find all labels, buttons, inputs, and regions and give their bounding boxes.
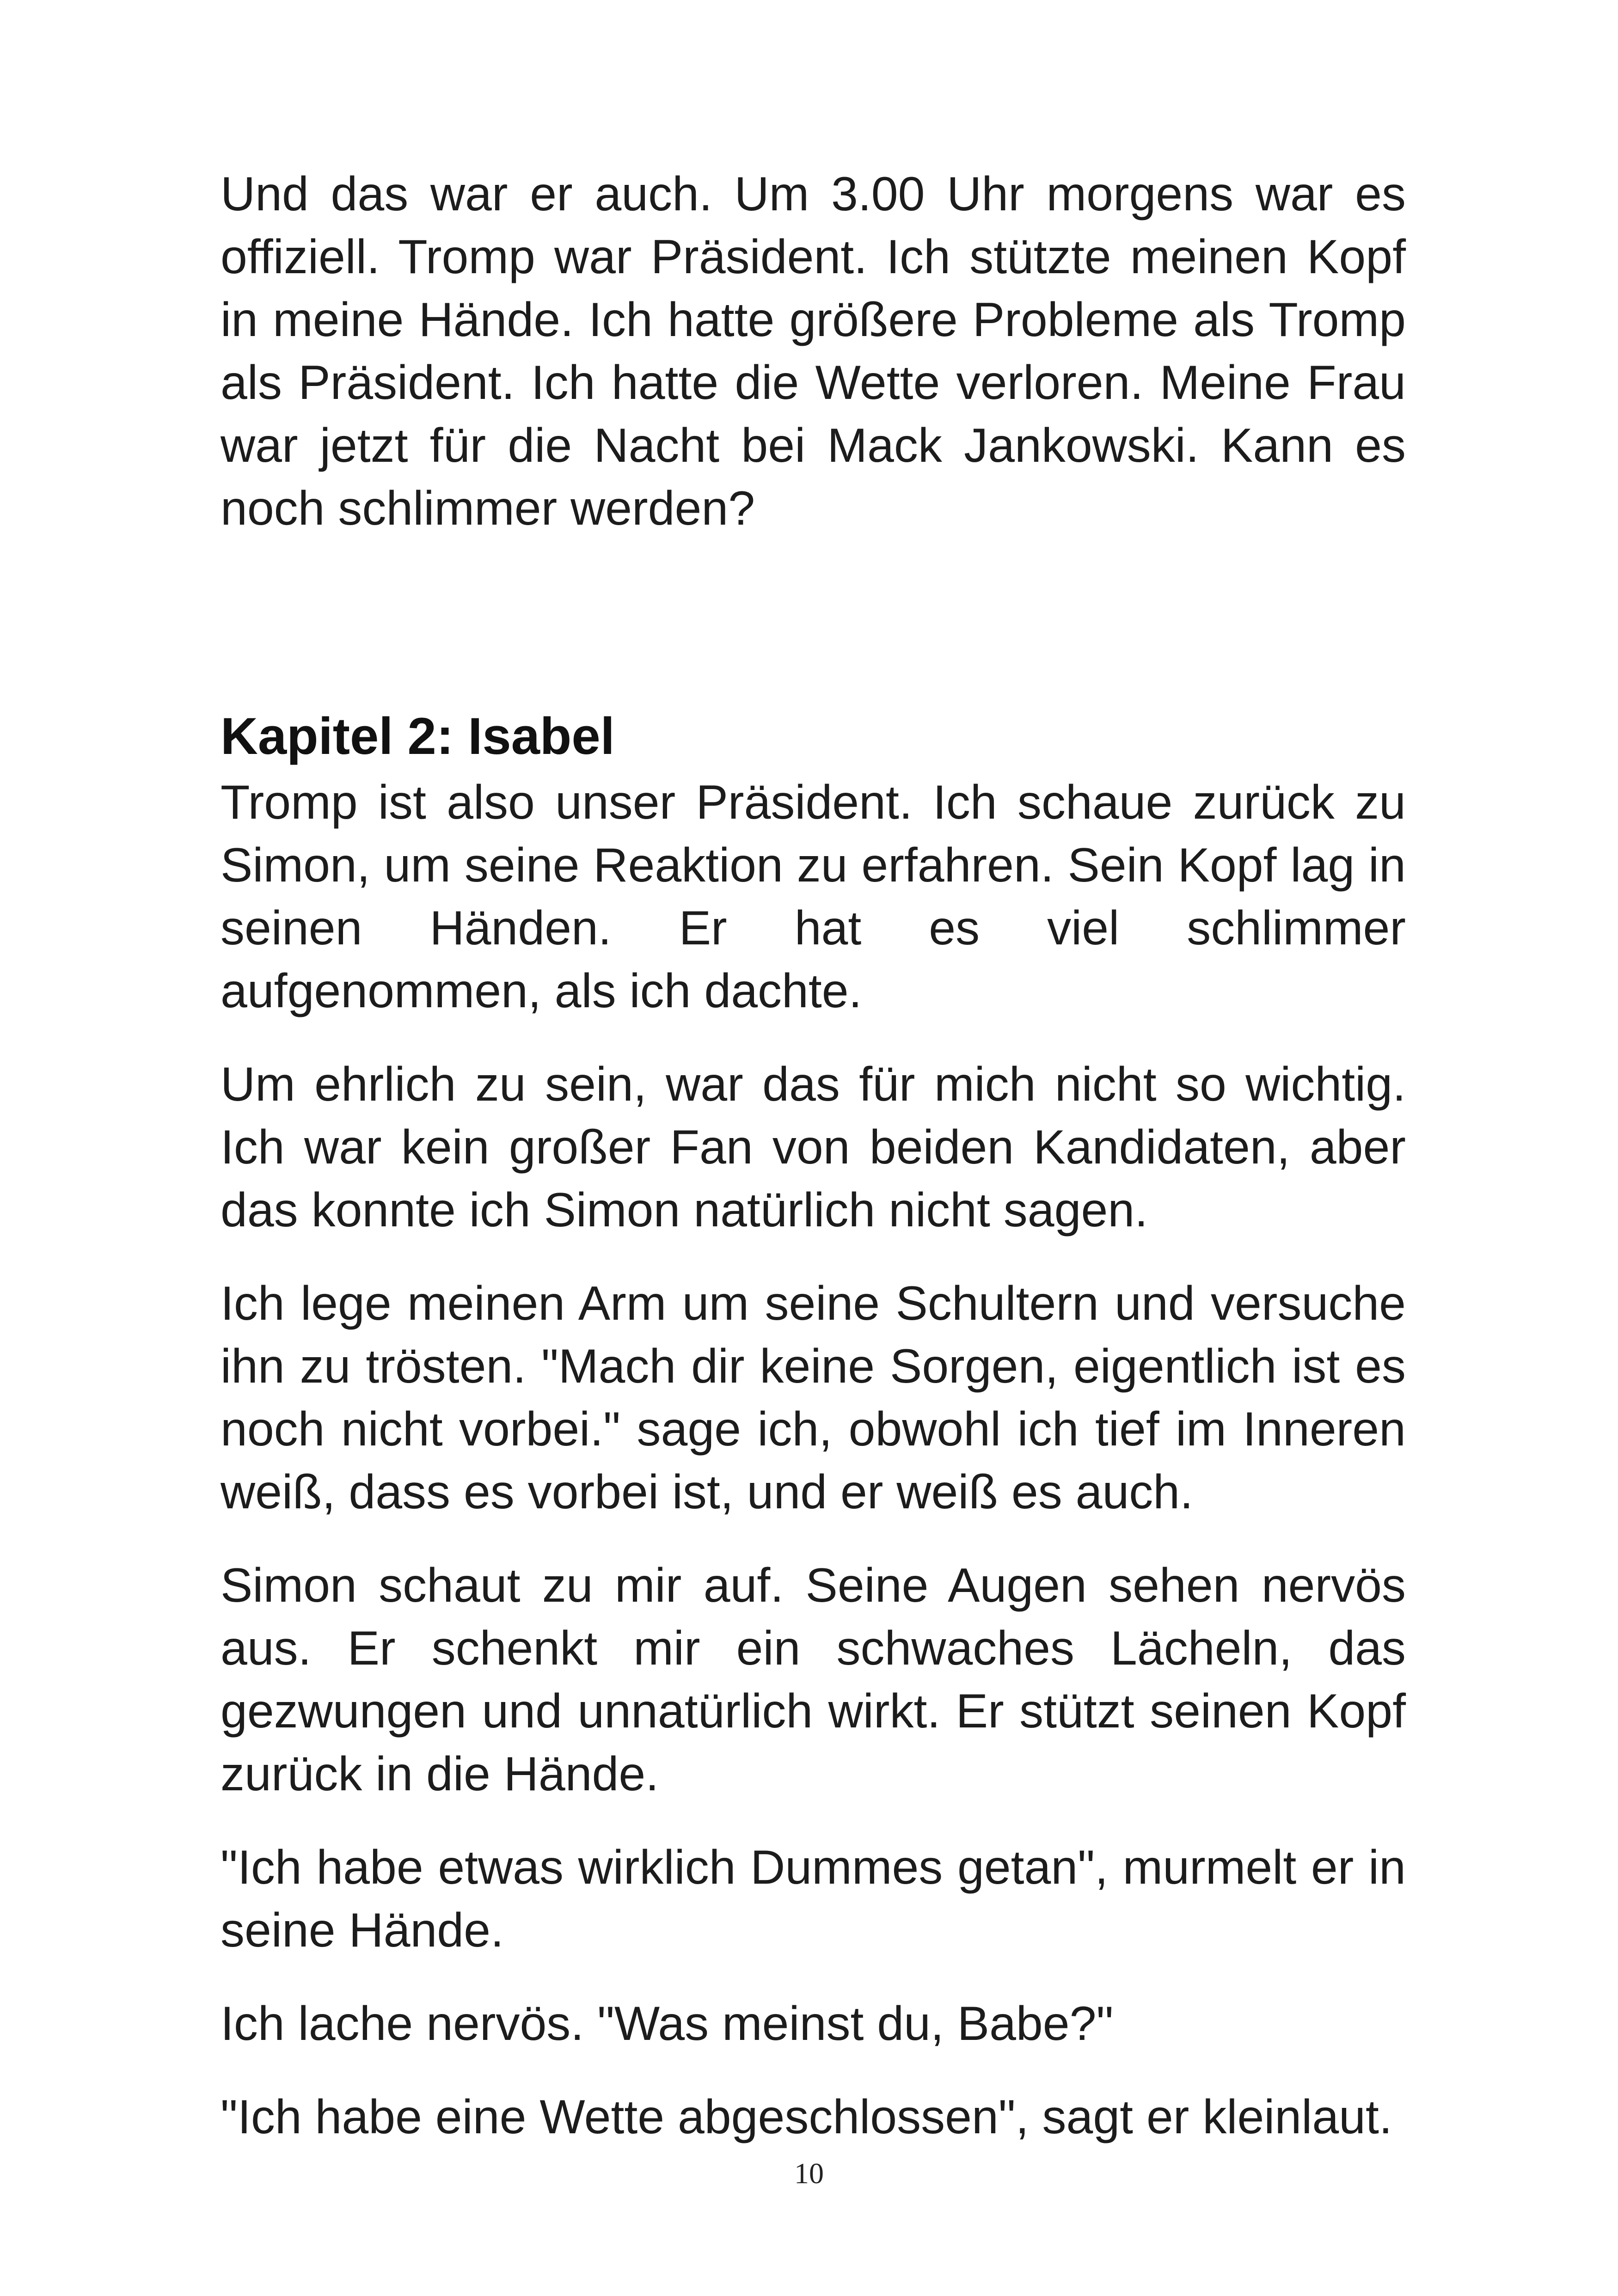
chapter-heading: Kapitel 2: Isabel xyxy=(221,707,615,765)
chapter-paragraph-1: Tromp ist also unser Präsident. Ich schaue zurück zu Simon, um seine Reaktion zu erfahren. Sein Kopf lag in seinen Händen. Er hat es viel schlimmer aufgenommen, als ich dachte. xyxy=(221,776,1406,1018)
page-number: 10 xyxy=(794,2157,824,2190)
chapter-paragraph-2: Um ehrlich zu sein, war das für mich nicht so wichtig. Ich war kein großer Fan von beiden Kandidaten, aber das konnte ich Simon natürlich nicht sagen. xyxy=(221,1058,1406,1237)
text-column xyxy=(221,163,1406,2149)
chapter-paragraph-4: Simon schaut zu mir auf. Seine Augen sehen nervös aus. Er schenkt mir ein schwaches Lächeln, das gezwungen und unnatürlich wirkt. Er stützt seinen Kopf zurück in die Hände. xyxy=(221,1559,1406,1801)
chapter-paragraph-3: Ich lege meinen Arm um seine Schultern und versuche ihn zu trösten. "Mach dir keine Sorgen, eigentlich ist es noch nicht vorbei." sage ich, obwohl ich tief im Inneren weiß, dass es vorbei ist, und er weiß es auch. xyxy=(221,1277,1406,1519)
chapter-paragraph-7: "Ich habe eine Wette abgeschlossen", sagt er kleinlaut. xyxy=(221,2090,1392,2144)
chapter-paragraph-5: "Ich habe etwas wirklich Dummes getan", murmelt er in seine Hände. xyxy=(221,1841,1406,1957)
chapter-paragraph-6: Ich lache nervös. "Was meinst du, Babe?" xyxy=(221,1997,1114,2051)
opening-paragraph: Und das war er auch. Um 3.00 Uhr morgens war es offiziell. Tromp war Präsident. Ich stützte meinen Kopf in meine Hände. Ich hatte größere Probleme als Tromp als Präsident. Ich hatte die Wette verloren. Meine Frau war jetzt für die Nacht bei Mack Jankowski. Kann es noch schlimmer werden? xyxy=(221,167,1406,535)
